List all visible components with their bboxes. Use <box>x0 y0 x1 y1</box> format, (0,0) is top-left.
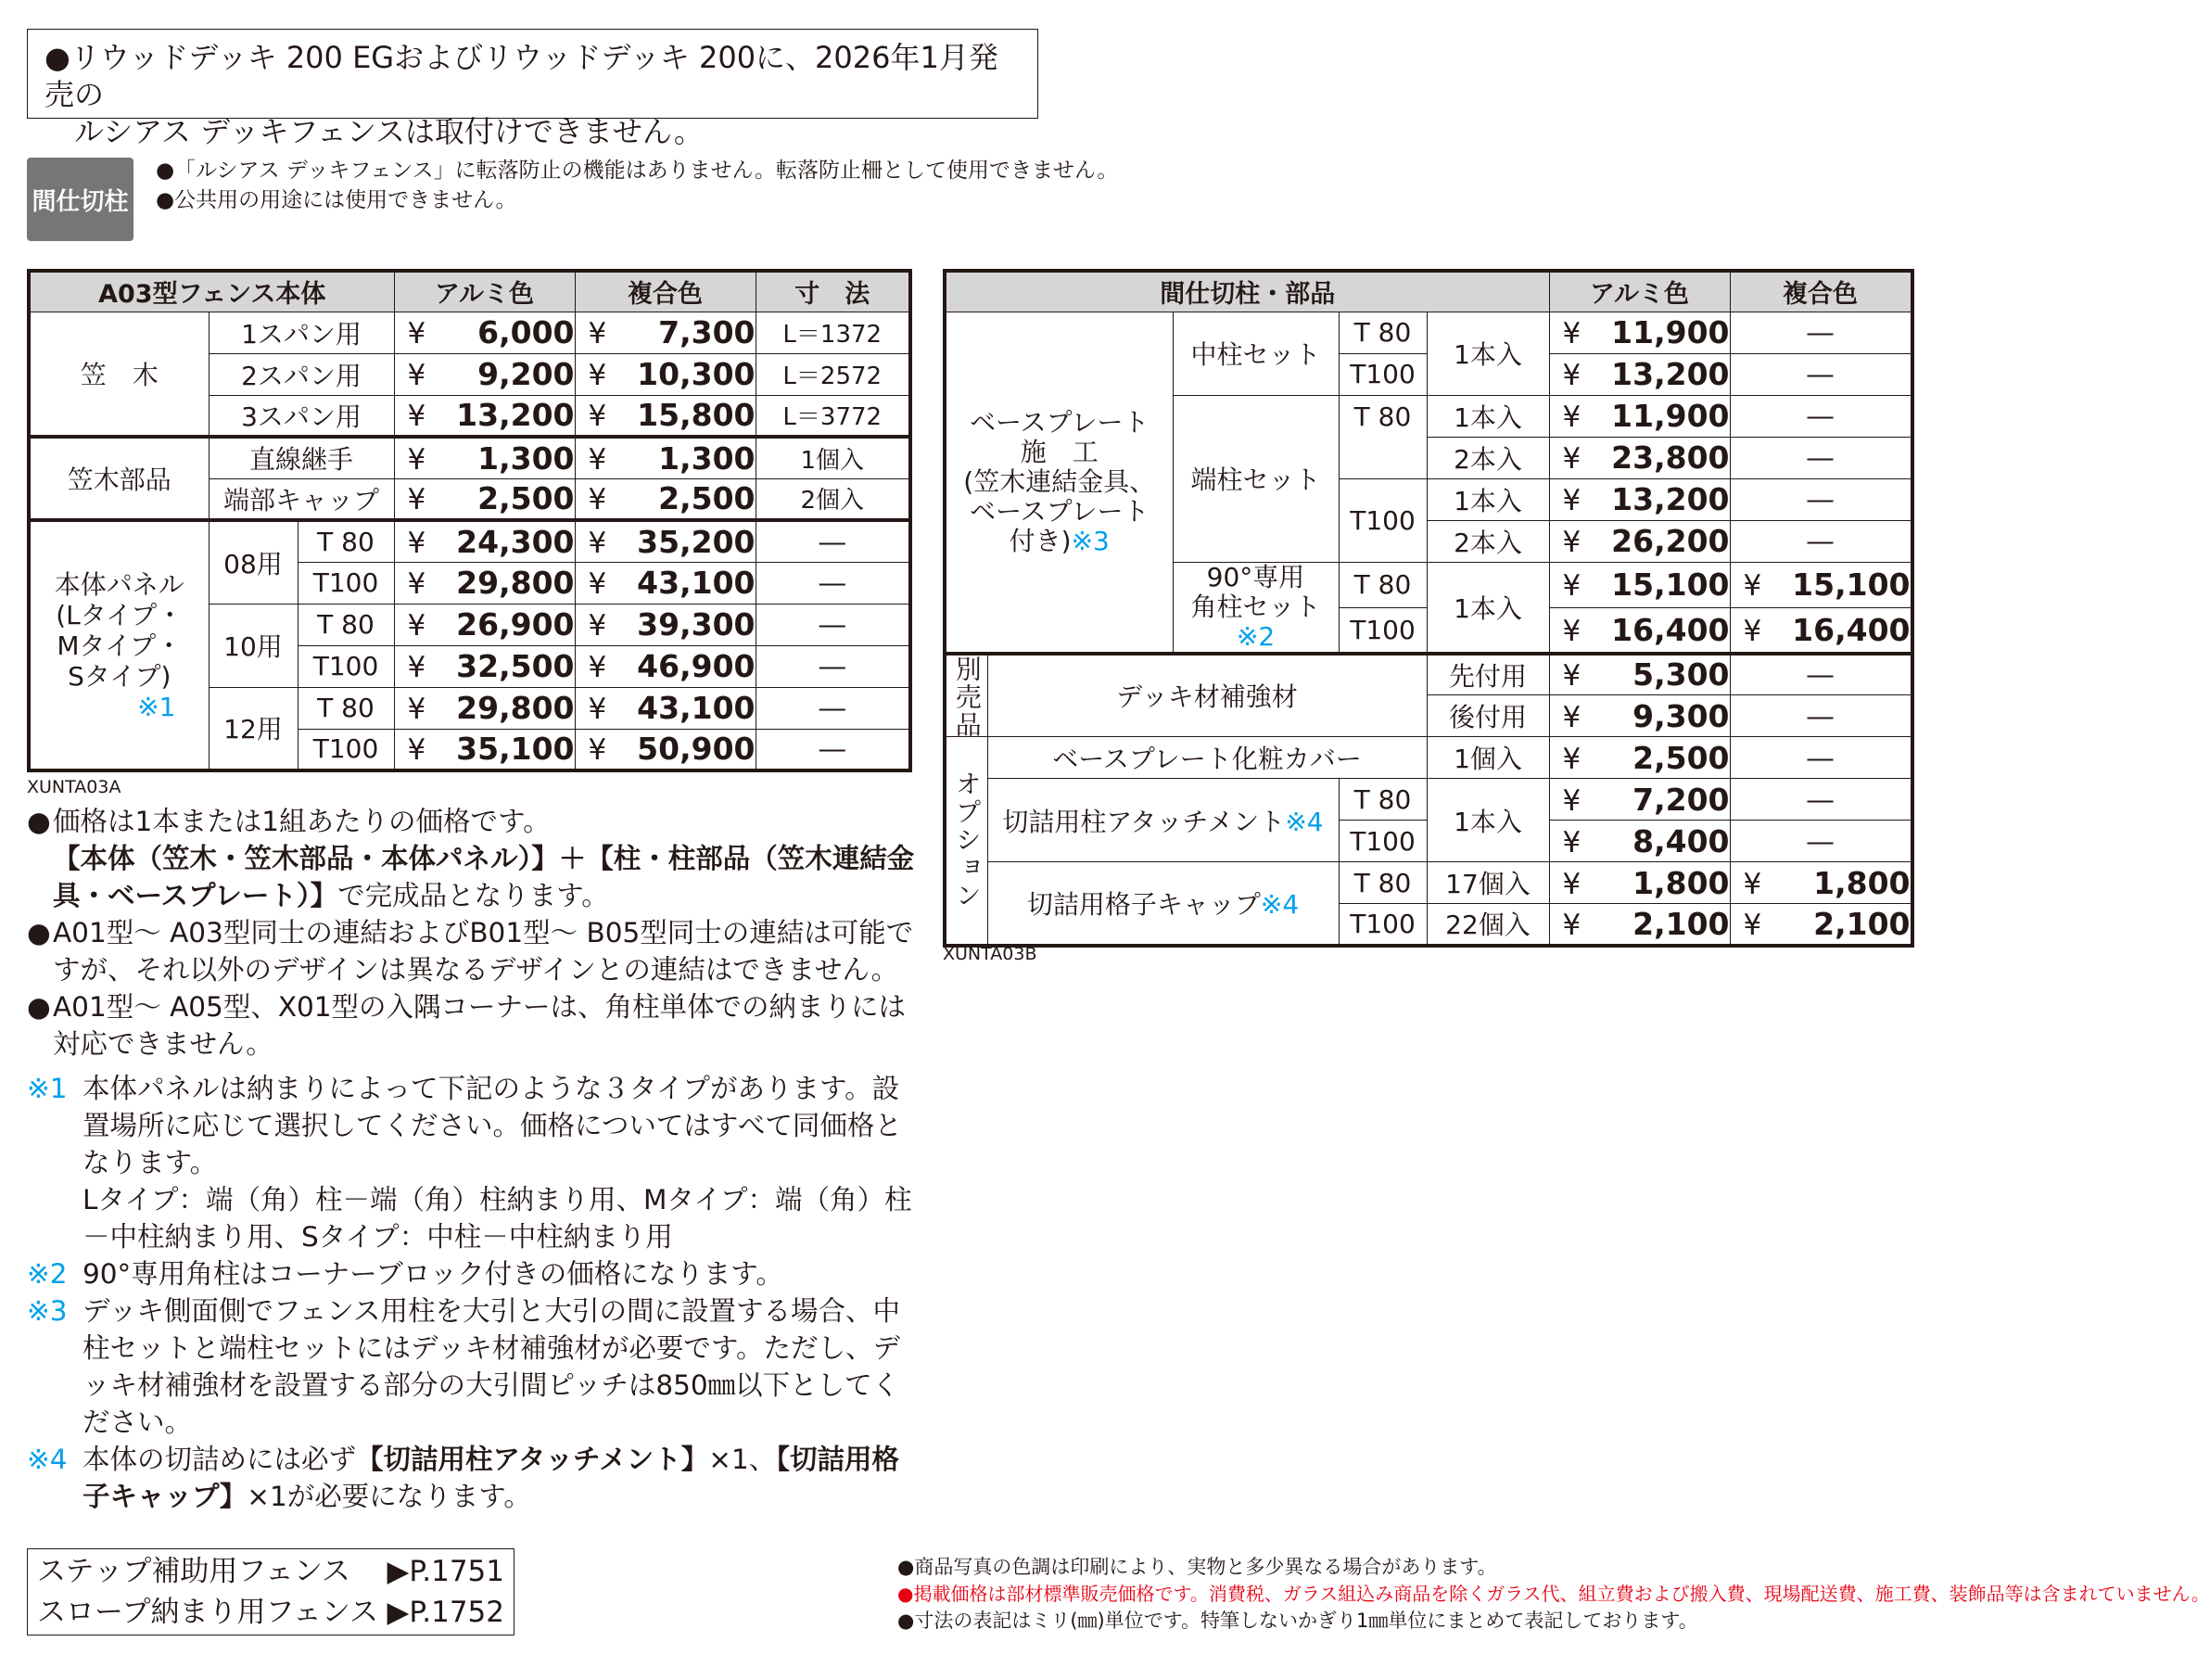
price-alumi <box>1549 779 1730 821</box>
t-size: T100 <box>298 729 394 770</box>
kaku-note: ※2 <box>1236 620 1276 652</box>
price-value: 15,100 <box>1792 566 1911 604</box>
yen-mark: ¥ <box>1562 700 1581 734</box>
header-alumi: アルミ色 <box>394 271 575 312</box>
yen-mark: ¥ <box>1562 401 1581 434</box>
dash: ― <box>1730 520 1912 562</box>
price-value: 6,000 <box>477 314 575 350</box>
yen-mark: ¥ <box>1562 867 1581 901</box>
remark-4 <box>27 1441 917 1515</box>
price-value: 1,800 <box>1632 864 1730 901</box>
price-value: 7,200 <box>1632 781 1730 818</box>
price-alumi <box>1549 821 1730 862</box>
note-1: ● 価格は1本または1組あたりの価格です。 【本体（笠木・笠木部品・本体パネル）】＋【柱・柱部品（笠木連結金具・ベースプレート）】で完成品となります。 <box>27 806 915 911</box>
yen-mark: ¥ <box>588 526 607 560</box>
link-page: ▶P.1752 <box>387 1596 504 1629</box>
yen-mark: ¥ <box>1562 659 1581 694</box>
yen-mark: ¥ <box>1562 825 1581 859</box>
link-page: ▶P.1751 <box>387 1555 504 1588</box>
price-fukugo <box>1730 562 1912 607</box>
top-notes <box>156 156 1118 215</box>
price-value: 50,900 <box>637 731 756 768</box>
yen-mark: ¥ <box>588 400 607 434</box>
base-label-5: 付き) <box>1009 525 1072 556</box>
dash: ― <box>1730 821 1912 862</box>
footer-3: ●寸法の表記はミリ(㎜)単位です。特筆しないかぎり1㎜単位にまとめて表記しております。 <box>897 1610 1698 1632</box>
yen-mark: ¥ <box>1562 614 1581 648</box>
price-fukugo <box>575 687 756 729</box>
price-value: 1,300 <box>658 439 756 477</box>
size-value: L＝2572 <box>756 353 910 395</box>
price-value: 10,300 <box>637 356 756 392</box>
yen-mark: ¥ <box>1562 742 1581 776</box>
price-value: 16,400 <box>1611 611 1730 648</box>
panel-label-1: 本体パネル <box>54 568 184 600</box>
price-value: 2,100 <box>1813 905 1911 942</box>
link-slope-fence[interactable] <box>37 1592 504 1633</box>
size-value: L＝3772 <box>756 395 910 437</box>
betsubai-label: 別売品 <box>945 654 987 737</box>
price-value: 13,200 <box>1611 481 1730 517</box>
header-fukugo: 複合色 <box>575 271 756 312</box>
price-value: 1,800 <box>1813 864 1911 901</box>
cover-label: ベースプレート化粧カバー <box>987 737 1427 779</box>
price-fukugo <box>575 562 756 604</box>
t-size: T 80 <box>298 687 394 729</box>
price-alumi <box>394 687 575 729</box>
qty: 17個入 <box>1427 862 1549 904</box>
header-post-parts: 間仕切柱・部品 <box>945 271 1549 312</box>
dash: ― <box>1730 353 1912 395</box>
yen-mark: ¥ <box>588 609 607 643</box>
kaku-label-1: 90°専用 <box>1206 561 1305 592</box>
price-value: 43,100 <box>637 690 756 726</box>
qty: 1個入 <box>1427 737 1549 779</box>
koushi-text: 切詰用格子キャップ <box>1026 888 1261 920</box>
price-value: 43,100 <box>637 565 756 601</box>
price-alumi <box>1549 654 1730 695</box>
notice-line-1: ●リウッドデッキ 200 EGおよびリウッドデッキ 200に、2026年1月発売の <box>44 40 998 112</box>
top-note-2: ●公共用の用途には使用できません。 <box>156 188 517 212</box>
note-2-text: A01型～ A03型同士の連結およびB01型～ B05型同士の連結は可能ですが、それ以外のデザインは異なるデザインとの連結はできません。 <box>53 917 914 986</box>
base-label-1: ベースプレート <box>970 406 1149 438</box>
qty: 1本入 <box>1427 478 1549 520</box>
price-value: 39,300 <box>637 606 756 643</box>
notes <box>27 803 917 1515</box>
yen-mark: ¥ <box>407 733 426 768</box>
price-value: 26,200 <box>1611 523 1730 559</box>
qty: 2本入 <box>1427 437 1549 478</box>
price-alumi <box>1549 395 1730 437</box>
price-alumi <box>1549 607 1730 653</box>
yen-mark: ¥ <box>407 442 426 477</box>
t-size: T 80 <box>1339 395 1427 478</box>
yen-mark: ¥ <box>407 693 426 726</box>
dash: ― <box>1730 312 1912 353</box>
price-alumi <box>394 729 575 770</box>
note-2: ● A01型～ A03型同士の連結およびB01型～ B05型同士の連結は可能ですが、それ以外のデザインは異なるデザインとの連結はできません。 <box>27 917 914 986</box>
price-value: 9,300 <box>1632 697 1730 734</box>
header-size: 寸 法 <box>756 271 910 312</box>
price-fukugo <box>575 437 756 478</box>
dash: ― <box>756 562 910 604</box>
attach-text: 切詰用柱アタッチメント <box>1002 806 1286 837</box>
remark-1 <box>27 1070 917 1255</box>
yen-mark: ¥ <box>1562 484 1581 517</box>
price-alumi <box>1549 520 1730 562</box>
koushi-label <box>987 862 1339 946</box>
dash: ― <box>1730 779 1912 821</box>
price-alumi <box>1549 904 1730 946</box>
group-label: 08用 <box>209 520 298 604</box>
dash: ― <box>1730 478 1912 520</box>
t-size: T100 <box>1339 607 1427 653</box>
price-fukugo <box>575 520 756 562</box>
koushi-note: ※4 <box>1260 888 1300 920</box>
yen-mark: ¥ <box>588 483 607 517</box>
t-size: T100 <box>1339 821 1427 862</box>
footer-notes <box>897 1554 2210 1635</box>
yen-mark: ¥ <box>407 651 426 684</box>
price-value: 16,400 <box>1792 611 1911 648</box>
category-tag: 間仕切柱 <box>27 158 133 241</box>
price-value: 23,800 <box>1611 439 1730 476</box>
related-pages-box <box>27 1548 514 1635</box>
yen-mark: ¥ <box>588 733 607 768</box>
price-value: 2,500 <box>658 480 756 517</box>
yen-mark: ¥ <box>407 567 426 601</box>
dash: ― <box>756 520 910 562</box>
price-value: 2,100 <box>1632 905 1730 942</box>
price-value: 13,200 <box>1611 356 1730 392</box>
t-size: T100 <box>1339 353 1427 395</box>
price-value: 29,800 <box>456 690 575 726</box>
yen-mark: ¥ <box>1562 908 1581 942</box>
header-fukugo: 複合色 <box>1730 271 1912 312</box>
price-fukugo <box>575 478 756 520</box>
yen-mark: ¥ <box>588 317 607 350</box>
price-fukugo <box>575 645 756 687</box>
price-alumi <box>1549 353 1730 395</box>
remark-4d: 【切詰用格子キャップ】 <box>83 1444 900 1512</box>
yen-mark: ¥ <box>588 693 607 726</box>
price-value: 46,900 <box>637 648 756 684</box>
yen-mark: ¥ <box>1562 442 1581 476</box>
yen-mark: ¥ <box>588 651 607 684</box>
link-step-fence[interactable] <box>37 1551 504 1592</box>
t-size: T 80 <box>298 604 394 645</box>
attach-label <box>987 779 1339 862</box>
footer-1: ●商品写真の色調は印刷により、実物と多少異なる場合があります。 <box>897 1556 1497 1578</box>
price-value: 11,900 <box>1611 314 1730 350</box>
yen-mark: ¥ <box>1743 569 1762 604</box>
naka-label: 中柱セット <box>1173 312 1339 395</box>
remark-4e: ×1が必要になります。 <box>247 1481 531 1512</box>
note-1b: 【本体（笠木・笠木部品・本体パネル）】＋【柱・柱部品（笠木連結金具・ベースプレート）】 <box>53 843 915 911</box>
price-value: 15,100 <box>1611 566 1730 604</box>
price-value: 26,900 <box>456 606 575 643</box>
t-size: T 80 <box>1339 779 1427 821</box>
remark-1b: Lタイプ：端（角）柱－端（角）柱納まり用、Mタイプ：端（角）柱－中柱納まり用、Sタイプ：中柱－中柱納まり用 <box>83 1184 912 1253</box>
remark-4c: ×1、 <box>708 1444 777 1475</box>
price-alumi <box>1549 562 1730 607</box>
price-fukugo <box>1730 607 1912 653</box>
t-size: T 80 <box>1339 562 1427 607</box>
yen-mark: ¥ <box>1743 908 1762 942</box>
dash: ― <box>1730 437 1912 478</box>
price-fukugo <box>575 312 756 353</box>
size-value: 2個入 <box>756 478 910 520</box>
yen-mark: ¥ <box>407 483 426 517</box>
table-b-code: XUNTA03B <box>943 944 1037 964</box>
yen-mark: ¥ <box>588 567 607 601</box>
qty: 1本入 <box>1427 562 1549 654</box>
remark-4b: 【切詰用柱アタッチメント】 <box>356 1444 709 1475</box>
price-fukugo <box>575 353 756 395</box>
remark-3 <box>27 1292 917 1441</box>
panel-label-2: (Lタイプ・ <box>56 599 184 630</box>
price-alumi <box>394 353 575 395</box>
price-value: 15,800 <box>637 397 756 434</box>
price-alumi <box>1549 478 1730 520</box>
t-size: T 80 <box>1339 312 1427 353</box>
price-alumi <box>1549 695 1730 737</box>
price-value: 2,500 <box>477 480 575 517</box>
price-fukugo <box>1730 904 1912 946</box>
attach-note: ※4 <box>1285 806 1324 837</box>
price-value: 13,200 <box>456 397 575 434</box>
price-value: 32,500 <box>456 648 575 684</box>
kaku-label-2: 角柱セット <box>1190 591 1321 622</box>
base-label-3: (笠木連結金具、 <box>963 465 1156 497</box>
price-value: 8,400 <box>1632 822 1730 859</box>
panel-label <box>29 520 209 770</box>
price-alumi <box>394 437 575 478</box>
kaku-label <box>1173 562 1339 654</box>
note-3: ● A01型～ A05型、X01型の入隅コーナーは、角柱単体での納まりには対応できません。 <box>27 991 907 1060</box>
yen-mark: ¥ <box>1562 317 1581 350</box>
price-alumi <box>1549 437 1730 478</box>
remark-2 <box>27 1255 917 1292</box>
note-3-text: A01型～ A05型、X01型の入隅コーナーは、角柱単体での納まりには対応できません。 <box>53 991 907 1060</box>
price-value: 24,300 <box>456 523 575 560</box>
price-alumi <box>1549 737 1730 779</box>
price-alumi <box>394 562 575 604</box>
row-label: 1スパン用 <box>209 312 394 353</box>
link-label: ステップ補助用フェンス <box>37 1555 350 1588</box>
price-value: 35,200 <box>637 523 756 560</box>
group-label: 10用 <box>209 604 298 687</box>
link-label: スロープ納まり用フェンス <box>37 1596 378 1629</box>
header-alumi: アルミ色 <box>1549 271 1730 312</box>
qty: 1本入 <box>1427 779 1549 862</box>
fence-body-price-table <box>27 269 912 772</box>
footer-2: ●掲載価格は部材標準販売価格です。消費税、ガラス組込み商品を除くガラス代、組立費および搬入費、現場配送費、施工費、装飾品等は含まれていません。 <box>897 1583 2210 1605</box>
base-label-2: 施 工 <box>1020 436 1099 467</box>
yen-mark: ¥ <box>1562 783 1581 818</box>
option-label: オプション <box>945 737 987 946</box>
price-fukugo <box>575 604 756 645</box>
qty: 22個入 <box>1427 904 1549 946</box>
price-value: 11,900 <box>1611 398 1730 434</box>
dash: ― <box>756 645 910 687</box>
yen-mark: ¥ <box>407 317 426 350</box>
hashi-label: 端柱セット <box>1173 395 1339 562</box>
price-alumi <box>394 312 575 353</box>
remark-4-mark: ※4 <box>27 1444 68 1475</box>
dash: ― <box>1730 395 1912 437</box>
hokyo-label: デッキ材補強材 <box>987 654 1427 737</box>
qty: 後付用 <box>1427 695 1549 737</box>
panel-note: ※1 <box>137 691 176 722</box>
base-note: ※3 <box>1071 525 1110 556</box>
t-size: T 80 <box>298 520 394 562</box>
price-alumi <box>1549 312 1730 353</box>
buhin-label: 笠木部品 <box>29 437 209 520</box>
yen-mark: ¥ <box>1562 359 1581 392</box>
header-fence-body: A03型フェンス本体 <box>29 271 394 312</box>
price-fukugo <box>1730 862 1912 904</box>
kasagi-label: 笠 木 <box>29 312 209 437</box>
dash: ― <box>1730 737 1912 779</box>
yen-mark: ¥ <box>588 442 607 477</box>
group-label: 12用 <box>209 687 298 770</box>
post-parts-price-table <box>943 269 1914 948</box>
remark-2-mark: ※2 <box>27 1258 68 1290</box>
dash: ― <box>1730 654 1912 695</box>
note-1c: で完成品となります。 <box>337 880 609 911</box>
remark-3-mark: ※3 <box>27 1295 68 1327</box>
remark-4a: 本体の切詰めには必ず <box>83 1444 357 1475</box>
note-1a: 価格は1本または1組あたりの価格です。 <box>53 806 551 837</box>
price-value: 29,800 <box>456 565 575 601</box>
yen-mark: ¥ <box>588 359 607 392</box>
t-size: T100 <box>298 562 394 604</box>
row-label: 直線継手 <box>209 437 394 478</box>
price-fukugo <box>575 395 756 437</box>
price-value: 2,500 <box>1632 739 1730 776</box>
baseplate-label <box>945 312 1173 654</box>
price-alumi <box>1549 862 1730 904</box>
row-label: 端部キャップ <box>209 478 394 520</box>
table-a-code: XUNTA03A <box>27 777 121 797</box>
price-value: 1,300 <box>477 439 575 477</box>
t-size: T100 <box>1339 478 1427 562</box>
remark-1a: 本体パネルは納まりによって下記のような３タイプがあります。設置場所に応じて選択してください。価格についてはすべて同価格となります。 <box>83 1073 902 1178</box>
yen-mark: ¥ <box>407 526 426 560</box>
t-size: T100 <box>298 645 394 687</box>
row-label: 2スパン用 <box>209 353 394 395</box>
dash: ― <box>756 729 910 770</box>
qty: 1本入 <box>1427 312 1549 395</box>
t-size: T 80 <box>1339 862 1427 904</box>
yen-mark: ¥ <box>407 609 426 643</box>
size-value: 1個入 <box>756 437 910 478</box>
price-alumi <box>394 645 575 687</box>
yen-mark: ¥ <box>1562 569 1581 604</box>
price-fukugo <box>575 729 756 770</box>
qty: 2本入 <box>1427 520 1549 562</box>
yen-mark: ¥ <box>1743 614 1762 648</box>
price-value: 35,100 <box>456 731 575 768</box>
t-size: T100 <box>1339 904 1427 946</box>
qty: 先付用 <box>1427 654 1549 695</box>
price-alumi <box>394 478 575 520</box>
qty: 1本入 <box>1427 395 1549 437</box>
notice-line-2: ルシアス デッキフェンスは取付けできません。 <box>74 114 704 149</box>
price-value: 9,200 <box>477 356 575 392</box>
row-label: 3スパン用 <box>209 395 394 437</box>
size-value: L＝1372 <box>756 312 910 353</box>
yen-mark: ¥ <box>1743 867 1762 901</box>
remark-2-text: 90°専用角柱はコーナーブロック付きの価格になります。 <box>83 1258 783 1290</box>
yen-mark: ¥ <box>407 400 426 434</box>
base-label-4: ベースプレート <box>970 495 1149 527</box>
dash: ― <box>756 604 910 645</box>
remark-3-text: デッキ側面側でフェンス用柱を大引と大引の間に設置する場合、中柱セットと端柱セットにはデッキ材補強材が必要です。ただし、デッキ材補強材を設置する部分の大引間ピッチは850㎜以下としてください。 <box>83 1295 901 1438</box>
panel-label-3: Mタイプ・ <box>57 630 183 661</box>
price-alumi <box>394 520 575 562</box>
panel-label-4: Sタイプ) <box>68 660 171 692</box>
yen-mark: ¥ <box>407 359 426 392</box>
yen-mark: ¥ <box>1562 526 1581 559</box>
notice-box <box>27 29 1038 149</box>
price-alumi <box>394 604 575 645</box>
price-alumi <box>394 395 575 437</box>
dash: ― <box>756 687 910 729</box>
remark-1-mark: ※1 <box>27 1073 68 1104</box>
price-value: 5,300 <box>1632 656 1730 694</box>
dash: ― <box>1730 695 1912 737</box>
top-note-1: ●「ルシアス デッキフェンス」に転落防止の機能はありません。転落防止柵として使用できません。 <box>156 159 1119 183</box>
price-value: 7,300 <box>658 314 756 350</box>
